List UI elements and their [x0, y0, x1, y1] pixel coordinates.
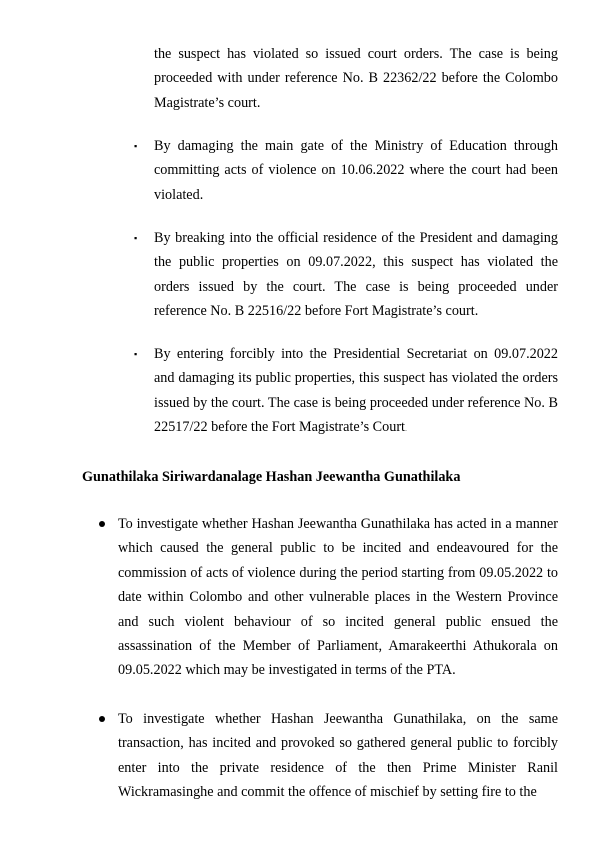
list-item-text: By entering forcibly into the Presidential Secretariat on 09.07.2022 and damaging its public properties, this suspect has violated the orders issued by the court. The case is being proceeded under reference No. B 22517/22 before the Fort Magistrate’s Court	[154, 346, 558, 436]
section-heading: Gunathilaka Siriwardanalage Hashan Jeewantha Gunathilaka	[82, 469, 461, 485]
list-item	[154, 342, 558, 442]
list-item: To investigate whether Hashan Jeewantha Gunathilaka, on the same transaction, has incited and provoked so gathered general public to forcibly enter into the private residence of the then Prime Minister Ranil Wickramasinghe and commit the offence of mischief by setting fire to the	[118, 711, 558, 801]
list-item: By damaging the main gate of the Ministry of Education through committing acts of violence on 10.06.2022 where the court had been violated.	[154, 138, 558, 203]
square-bullet-icon: ▪	[134, 141, 138, 151]
list-item: To investigate whether Hashan Jeewantha Gunathilaka has acted in a manner which caused the general public to be incited and endeavoured for the commission of acts of violence during the period starting from 09.05.2022 to date within Colombo and other vulnerable places in the Western Province and such violent behaviour of so incited general public ensued the assassination of the Member of Parliament, Amarakeerthi Athukorala on 09.05.2022 which may be investigated in terms of the PTA.	[118, 516, 558, 679]
list-item: By breaking into the official residence of the President and damaging the public properties on 09.07.2022, this suspect has violated the orders issued by the court. The case is being proceeded under reference No. B 22516/22 before Fort Magistrate’s court.	[154, 230, 558, 320]
trailing-dot: .	[405, 424, 407, 434]
round-bullet-icon	[99, 716, 105, 722]
square-bullet-icon: ▪	[134, 349, 138, 359]
continuation-paragraph: the suspect has violated so issued court orders. The case is being proceeded with under reference No. B 22362/22 before the Colombo Magistrate’s court.	[154, 46, 558, 111]
square-bullet-icon: ▪	[134, 233, 138, 243]
round-bullet-icon	[99, 521, 105, 527]
